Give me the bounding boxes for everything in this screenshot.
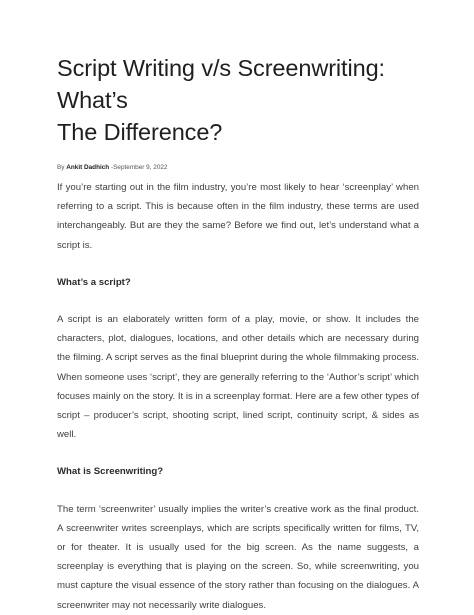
article	[57, 52, 419, 615]
section-body-script: A script is an elaborately written form of a play, movie, or show. It includes the characters, plot, dialogues, locations, and other details which are necessary during the filming. A script serves as the final blueprint during the whole filmmaking process. When someone uses ‘script’, they are generally referring to the ‘Author’s script’ which focuses mainly on the story. It is in a screenplay format. Here are a few other types of script – producer’s script, shooting script, lined script, continuity script, & sides as well.	[57, 314, 419, 441]
section-heading-screenwriting: What is Screenwriting?	[57, 466, 164, 478]
section-body-screenwriting: The term ‘screenwriter’ usually implies the writer’s creative work as the final product. A screenwriter writes screenplays, which are scripts specifically written for films, TV, or for theater. It is usually used for the big screen. As the name suggests, a screenplay is everything that is playing on the screen. So, while screenwriting, you must capture the visual essence of the story rather than focusing on the dialogues. A screenwriter may not necessarily write dialogues.	[57, 503, 419, 611]
intro-paragraph: If you’re starting out in the film industry, you’re most likely to hear ‘screenplay’ when referring to a script. This is because often in the film industry, these terms are used interchangeably. But are they the same? Before we find out, let’s understand what a script is.	[57, 182, 419, 251]
publish-date: September 9, 2022	[113, 164, 168, 171]
section-heading-script: What’s a script?	[57, 276, 131, 288]
byline	[57, 163, 419, 172]
author-name[interactable]: Ankit Dadhich	[66, 164, 110, 171]
byline-prefix: By	[57, 164, 65, 171]
title-line-2: The Difference?	[57, 119, 223, 145]
byline-separator: -	[109, 164, 114, 171]
article-title	[57, 52, 419, 148]
title-line-1: Script Writing v/s Screenwriting: What’s	[57, 55, 385, 113]
